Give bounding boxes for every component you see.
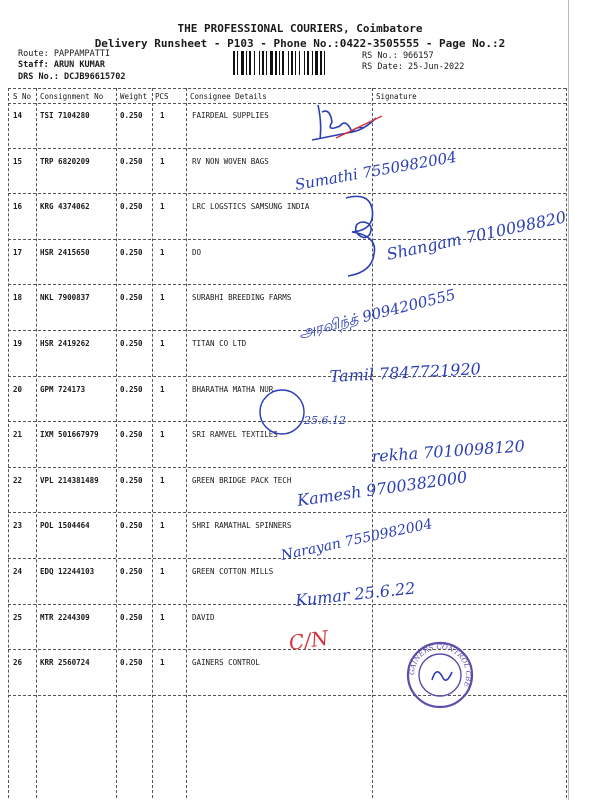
company-title: THE PROFESSIONAL COURIERS, Coimbatore — [177, 22, 423, 35]
cell-weight: 0.250 — [120, 521, 143, 531]
cell-consignee: BHARATHA MATHA NUR — [192, 384, 274, 394]
cell-consignment: KRR 2560724 — [40, 658, 90, 668]
stamp-text: GAINERS CONTROL CBE — [407, 642, 473, 688]
cell-sno: 22 — [13, 475, 23, 485]
cell-weight: 0.250 — [120, 384, 143, 394]
cell-pcs: 1 — [160, 384, 165, 394]
route-label: Route: PAPPAMPATTI — [18, 49, 111, 59]
cell-pcs: 1 — [160, 658, 165, 668]
signature-17: Shangam 7010098820 — [384, 207, 568, 264]
cell-consignment: POL 1504464 — [40, 521, 90, 531]
col-header-sno: S No — [13, 92, 32, 101]
cell-weight: 0.250 — [120, 111, 143, 120]
cell-consignee: GREEN BRIDGE PACK TECH — [192, 475, 292, 485]
cell-sno: 21 — [13, 430, 23, 440]
signature-strike — [336, 116, 382, 138]
signature-24: Kumar 25.6.22 — [294, 578, 417, 610]
cell-weight: 0.250 — [120, 247, 143, 257]
cell-consignee: TITAN CO LTD — [192, 339, 247, 348]
cell-consignee: SRI RAMVEL TEXTILES — [192, 430, 278, 440]
cell-sno: 16 — [13, 202, 23, 212]
cell-pcs: 1 — [160, 567, 165, 576]
col-header-signature: Signature — [376, 92, 417, 101]
cell-weight: 0.250 — [120, 156, 143, 166]
cell-sno: 23 — [13, 521, 23, 531]
cell-weight: 0.250 — [120, 658, 143, 668]
cell-weight: 0.250 — [120, 612, 143, 622]
cell-consignment: TSI 7104280 — [40, 111, 90, 120]
cell-weight: 0.250 — [120, 567, 143, 576]
col-header-consignee: Consignee Details — [190, 92, 267, 101]
cell-pcs: 1 — [160, 475, 165, 485]
cell-consignment: NKL 7900837 — [40, 293, 90, 303]
col-header-pcs: PCS — [155, 92, 169, 101]
signature-25: C/N — [287, 625, 330, 655]
cell-pcs: 1 — [160, 293, 165, 303]
rs-date: RS Date: 25-Jun-2022 — [362, 62, 465, 72]
cell-sno: 15 — [13, 156, 23, 166]
cell-consignee: GREEN COTTON MILLS — [192, 567, 274, 576]
cell-consignment: GPM 724173 — [40, 384, 86, 394]
cell-pcs: 1 — [160, 612, 165, 622]
drs-number: DRS No.: DCJB96615702 — [18, 72, 126, 82]
cell-weight: 0.250 — [120, 202, 143, 212]
staff-label: Staff: ARUN KUMAR — [18, 60, 105, 70]
signature-mark — [346, 196, 375, 276]
cell-consignee: LRC LOGSTICS SAMSUNG INDIA — [192, 202, 310, 212]
signature-23: Narayan 7550982004 — [279, 516, 434, 564]
cell-sno: 26 — [13, 658, 23, 668]
signature-19: Tamil 7847721920 — [329, 359, 482, 386]
signature-22: Kamesh 9700382000 — [295, 467, 469, 510]
cell-weight: 0.250 — [120, 430, 143, 440]
cell-consignee: SHRI RAMATHAL SPINNERS — [192, 521, 292, 531]
cell-consignment: KRG 4374062 — [40, 202, 90, 212]
cell-weight: 0.250 — [120, 293, 143, 303]
signature-18: அரவிந்த் 9094200555 — [296, 285, 458, 342]
cell-consignment: HSR 2415650 — [40, 247, 90, 257]
cell-consignee: RV NON WOVEN BAGS — [192, 156, 269, 166]
cell-sno: 25 — [13, 612, 23, 622]
cell-consignment: HSR 2419262 — [40, 339, 90, 348]
cell-weight: 0.250 — [120, 339, 143, 348]
svg-text:GAINERS CONTROL CBE — [408, 643, 472, 688]
col-header-weight: Weight — [120, 92, 148, 101]
runsheet-line: Delivery Runsheet - P103 - Phone No.:0422-3505555 - Page No.:2 — [94, 37, 506, 50]
cell-consignee: GAINERS CONTROL — [192, 658, 260, 668]
cell-weight: 0.250 — [120, 475, 143, 485]
cell-pcs: 1 — [160, 111, 165, 120]
cell-sno: 19 — [13, 339, 23, 348]
cell-pcs: 1 — [160, 521, 165, 531]
signature-20: 25.6.12 — [304, 414, 346, 427]
col-header-consignment: Consignment No — [40, 92, 104, 101]
cell-consignee: SURABHI BREEDING FARMS — [192, 293, 292, 303]
cell-sno: 17 — [13, 247, 23, 257]
cell-consignee: DAVID — [192, 612, 215, 622]
rs-number: RS No.: 966157 — [362, 51, 434, 61]
cell-consignment: EDQ 12244103 — [40, 567, 95, 576]
cell-sno: 20 — [13, 384, 23, 394]
cell-sno: 18 — [13, 293, 23, 303]
signature-21: rekha 7010098120 — [370, 436, 526, 466]
signature-circle — [260, 390, 304, 434]
cell-pcs: 1 — [160, 156, 165, 166]
cell-consignee: FAIRDEAL SUPPLIES — [192, 111, 269, 120]
cell-sno: 24 — [13, 567, 23, 576]
company-stamp — [408, 643, 472, 707]
cell-consignment: TRP 6820209 — [40, 156, 90, 166]
cell-consignment: IXM 501667979 — [40, 430, 99, 440]
cell-pcs: 1 — [160, 202, 165, 212]
cell-consignee: DO — [192, 247, 202, 257]
signature-15: Sumathi 7550982004 — [293, 147, 459, 194]
cell-consignment: VPL 214381489 — [40, 475, 99, 485]
cell-consignment: MTR 2244309 — [40, 612, 90, 622]
cell-sno: 14 — [13, 111, 23, 120]
cell-pcs: 1 — [160, 339, 165, 348]
cell-pcs: 1 — [160, 430, 165, 440]
cell-pcs: 1 — [160, 247, 165, 257]
